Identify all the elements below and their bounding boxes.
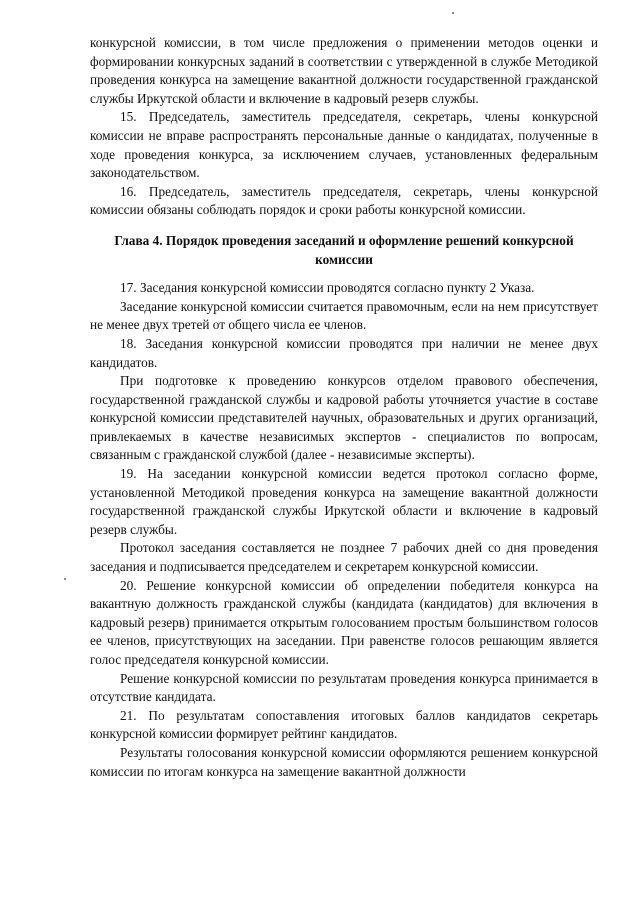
paragraph-voting-results: Результаты голосования конкурсной комиссии оформляются решением конкурсной комиссии по итогам конкурса на замещение вакантной должности	[90, 744, 598, 779]
chapter-4-heading: Глава 4. Порядок проведения заседаний и оформление решений конкурсной комиссии	[114, 232, 574, 267]
paragraph-protocol-deadline: Протокол заседания составляется не позднее 7 рабочих дней со дня проведения заседания и подписывается председателем и секретарем конкурсной комиссии.	[90, 540, 598, 575]
paragraph-item-14-continuation: конкурсной комиссии, в том числе предложения о применении методов оценки и формировании конкурсных заданий в соответствии с утвержденной в службе Методикой проведения конкурса на замещение вакантной должности государственной гражданской службы Иркутской области и включение в кадровый резерв службы.	[90, 35, 598, 106]
paragraph-independent-experts: При подготовке к проведению конкурсов отделом правового обеспечения, государственной гражданской службы и кадровой работы уточняется участие в составе конкурсной комиссии представителей научных, образовательных и других организаций, привлекаемых в качестве независимых экспертов - специалистов по вопросам, связанным с гражданской службой (далее - независимые эксперты).	[90, 373, 598, 463]
paragraph-item-20: 20. Решение конкурсной комиссии об определении победителя конкурса на вакантную должность гражданской службы (кандидата (кандидатов) для включения в кадровый резерв) принимается открытым голосованием простым большинством голосов ее членов, присутствующих на заседании. При равенстве голосов решающим является голос председателя конкурсной комиссии.	[90, 577, 598, 667]
scan-speck	[64, 578, 66, 580]
paragraph-item-18: 18. Заседания конкурсной комиссии проводятся при наличии не менее двух кандидатов.	[90, 335, 598, 370]
scan-speck	[452, 12, 454, 14]
paragraph-item-19: 19. На заседании конкурсной комиссии ведется протокол согласно форме, установленной Методикой проведения конкурса на замещение вакантной должности государственной гражданской службы Иркутской области и включение в кадровый резерв службы.	[90, 466, 598, 537]
paragraph-decision-absence: Решение конкурсной комиссии по результатам проведения конкурса принимается в отсутствие кандидата.	[90, 670, 598, 705]
paragraph-item-17: 17. Заседания конкурсной комиссии проводятся согласно пункту 2 Указа.	[120, 280, 535, 296]
paragraph-item-16: 16. Председатель, заместитель председателя, секретарь, члены конкурсной комиссии обязаны соблюдать порядок и сроки работы конкурсной комиссии.	[90, 183, 598, 218]
paragraph-quorum: Заседание конкурсной комиссии считается правомочным, если на нем присутствует не менее двух третей от общего числа ее членов.	[90, 298, 598, 333]
paragraph-item-21: 21. По результатам сопоставления итоговых баллов кандидатов секретарь конкурсной комиссии формирует рейтинг кандидатов.	[90, 707, 598, 742]
paragraph-item-15: 15. Председатель, заместитель председателя, секретарь, члены конкурсной комиссии не вправе распространять персональные данные о кандидатах, полученные в ходе проведения конкурса, за исключением случаев, установленных федеральным законодательством.	[90, 109, 598, 181]
